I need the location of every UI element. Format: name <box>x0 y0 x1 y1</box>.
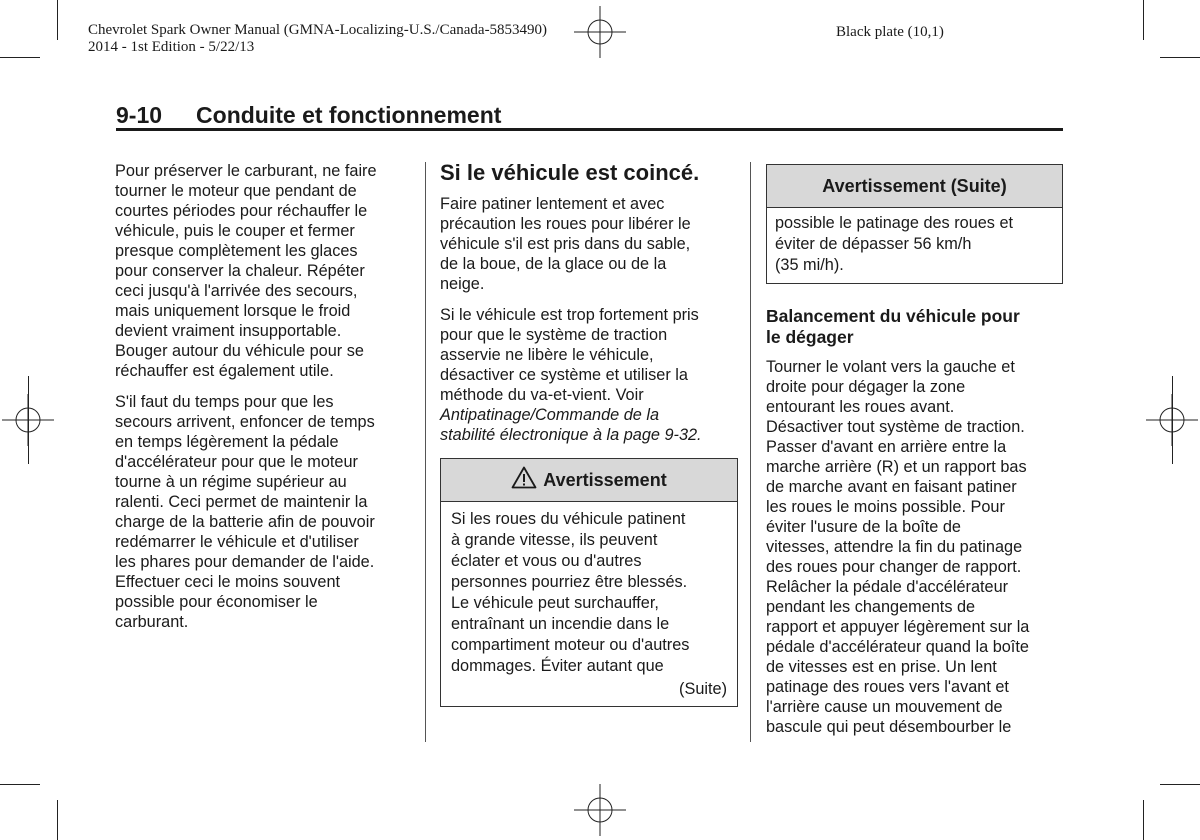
text-line: Tourner le volant vers la gauche et <box>766 358 1015 376</box>
text-line: Passer d'avant en arrière entre la <box>766 438 1007 456</box>
page-number: 9-10 <box>116 102 163 128</box>
text-line: asservie ne libère le véhicule, <box>440 346 654 364</box>
text-line: marche arrière (R) et un rapport bas <box>766 458 1027 476</box>
text-line: les phares pour demander de l'aide. <box>115 553 375 571</box>
text-line: carburant. <box>115 613 189 631</box>
column-1 <box>115 161 415 643</box>
text-line: le dégager <box>766 327 854 347</box>
text-line: méthode du va-et-vient. Voir <box>440 386 644 404</box>
text-line: mais uniquement lorsque le froid <box>115 302 351 320</box>
text-line: éclater et vous ou d'autres <box>451 552 642 570</box>
paragraph <box>440 194 740 294</box>
text-line: Si le véhicule est trop fortement pris <box>440 306 699 324</box>
column-divider <box>425 162 426 742</box>
crop-mark <box>57 800 58 840</box>
column-divider <box>750 162 751 742</box>
text-line: d'accélérateur pour que le moteur <box>115 453 358 471</box>
text-line: pédale d'accélérateur quand la boîte <box>766 638 1029 656</box>
column-2 <box>440 160 740 456</box>
cross-reference-link[interactable]: stabilité électronique à la page 9-32. <box>440 426 702 444</box>
text-line: pendant les changements de <box>766 598 976 616</box>
text-line: désactiver ce système et utiliser la <box>440 366 688 384</box>
text-line: entourant les roues avant. <box>766 398 955 416</box>
text-line: pour que le système de traction <box>440 326 668 344</box>
text-line: Faire patiner lentement et avec <box>440 195 665 213</box>
subsection-heading <box>766 306 1066 348</box>
text-line: de la boue, de la glace ou de la <box>440 255 667 273</box>
text-line: véhicule s'il est pris dans du sable, <box>440 235 691 253</box>
text-line: Balancement du véhicule pour <box>766 306 1020 326</box>
text-line: Relâcher la pédale d'accélérateur <box>766 578 1009 596</box>
text-line: tourner le moteur que pendant de <box>115 182 357 200</box>
text-line: patinage des roues vers l'avant et <box>766 678 1009 696</box>
section-heading: Si le véhicule est coincé. <box>440 160 700 185</box>
text-line: des roues pour changer de rapport. <box>766 558 1022 576</box>
text-line: Effectuer ceci le moins souvent <box>115 573 341 591</box>
text-line: les roues le moins possible. Pour <box>766 498 1005 516</box>
warning-continued-body <box>767 208 1062 276</box>
page-title <box>116 102 501 129</box>
warning-box <box>440 458 738 707</box>
crop-mark <box>0 57 40 58</box>
crop-mark <box>1143 0 1144 40</box>
text-line: charge de la batterie afin de pouvoir <box>115 513 375 531</box>
text-line: droite pour dégager la zone <box>766 378 966 396</box>
text-line: Le véhicule peut surchauffer, <box>451 594 659 612</box>
print-header <box>88 22 547 56</box>
crop-mark <box>1160 784 1200 785</box>
registration-mark-icon <box>574 784 626 836</box>
paragraph <box>766 357 1066 737</box>
text-line: tourne à un régime supérieur au <box>115 473 347 491</box>
paragraph <box>115 161 415 381</box>
section-title: Conduite et fonctionnement <box>196 102 502 128</box>
text-line: personnes pourriez être blessés. <box>451 573 688 591</box>
warning-continued-header: Avertissement (Suite) <box>767 165 1062 208</box>
text-line: courtes périodes pour réchauffer le <box>115 202 368 220</box>
paragraph <box>440 305 740 445</box>
text-line: à grande vitesse, ils peuvent <box>451 531 658 549</box>
crop-mark <box>1143 800 1144 840</box>
continued-label: (Suite) <box>679 680 727 698</box>
text-line: redémarrer le véhicule et d'utiliser <box>115 533 359 551</box>
column-3 <box>766 306 1066 748</box>
text-line: possible pour économiser le <box>115 593 318 611</box>
text-line: ceci jusqu'à l'arrivée des secours, <box>115 282 358 300</box>
text-line: l'arrière cause un mouvement de <box>766 698 1003 716</box>
text-line: S'il faut du temps pour que les <box>115 393 334 411</box>
text-line: rapport et appuyer légèrement sur la <box>766 618 1030 636</box>
text-line: ralenti. Ceci permet de maintenir la <box>115 493 368 511</box>
text-line: devient vraiment insupportable. <box>115 322 342 340</box>
text-line: pour conserver la chaleur. Répéter <box>115 262 365 280</box>
registration-mark-icon <box>574 6 626 58</box>
text-line: en temps légèrement la pédale <box>115 433 339 451</box>
text-line: compartiment moteur ou d'autres <box>451 636 690 654</box>
print-header-line2: 2014 - 1st Edition - 5/22/13 <box>88 39 255 55</box>
text-line: neige. <box>440 275 485 293</box>
plate-label: Black plate (10,1) <box>836 24 944 40</box>
text-line: bascule qui peut désembourber le <box>766 718 1012 736</box>
text-line: dommages. Éviter autant que <box>451 657 664 675</box>
title-rule <box>116 128 1063 131</box>
crop-mark <box>0 784 40 785</box>
text-line: éviter de dépasser 56 km/h <box>775 235 972 253</box>
text-line: de vitesses est en prise. Un lent <box>766 658 997 676</box>
text-line: entraînant un incendie dans le <box>451 615 670 633</box>
text-line: secours arrivent, enfoncer de temps <box>115 413 375 431</box>
text-line: Bouger autour du véhicule pour se <box>115 342 364 360</box>
text-line: (35 mi/h). <box>775 256 844 274</box>
text-line: précaution les roues pour libérer le <box>440 215 691 233</box>
text-line: véhicule, puis le couper et fermer <box>115 222 355 240</box>
paragraph <box>115 392 415 632</box>
crop-mark <box>57 0 58 40</box>
crop-mark <box>28 376 29 464</box>
warning-triangle-icon <box>511 466 537 489</box>
text-line: de marche avant en faisant patiner <box>766 478 1017 496</box>
warning-header <box>441 459 737 502</box>
text-line: presque complètement les glaces <box>115 242 358 260</box>
text-line: Pour préserver le carburant, ne faire <box>115 162 377 180</box>
text-line: possible le patinage des roues et <box>775 214 1014 232</box>
warning-title: Avertissement <box>543 470 667 490</box>
text-line: réchauffer est également utile. <box>115 362 334 380</box>
text-line: vitesses, attendre la fin du patinage <box>766 538 1023 556</box>
crop-mark <box>1160 57 1200 58</box>
text-line: éviter l'usure de la boîte de <box>766 518 961 536</box>
crop-mark <box>1172 376 1173 464</box>
print-header-line1: Chevrolet Spark Owner Manual (GMNA-Localizing-U.S./Canada-5853490) <box>88 22 548 38</box>
text-line: Désactiver tout système de traction. <box>766 418 1025 436</box>
warning-continued-box <box>766 164 1063 284</box>
cross-reference-link[interactable]: Antipatinage/Commande de la <box>440 406 660 424</box>
text-line: Si les roues du véhicule patinent <box>451 510 686 528</box>
warning-body <box>441 502 737 700</box>
